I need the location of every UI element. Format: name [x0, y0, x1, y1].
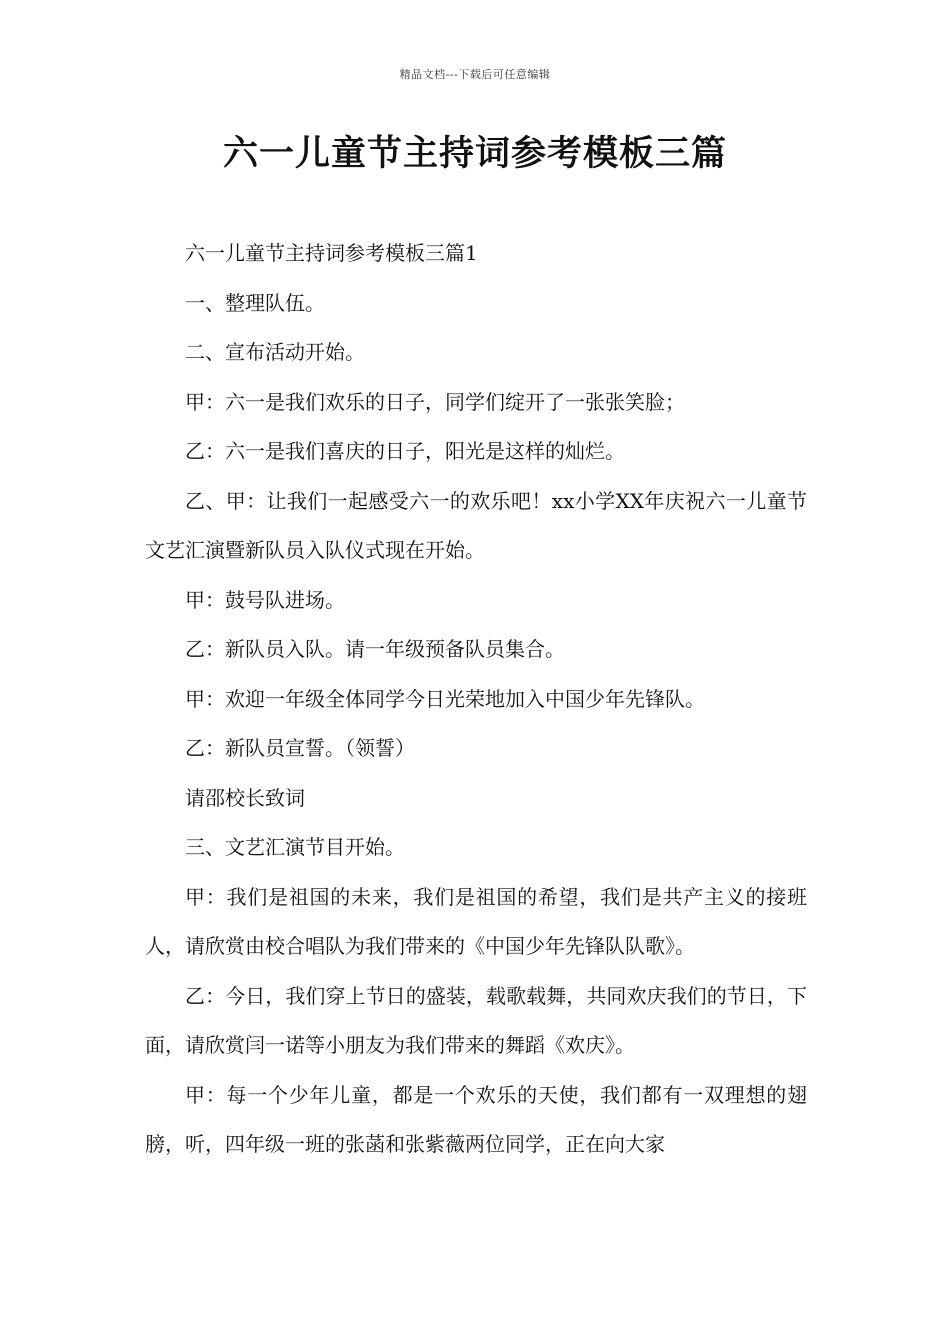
paragraph: 甲：六一是我们欢乐的日子，同学们绽开了一张张笑脸；: [185, 389, 685, 414]
paragraph: 乙：今日，我们穿上节日的盛装，载歌载舞，共同欢庆我们的节日，下面，请欣赏闫一诺等小朋友为我们带来的舞蹈《欢庆》。: [145, 983, 807, 1057]
paragraph: 甲：我们是祖国的未来，我们是祖国的希望，我们是共产主义的接班人，请欣赏由校合唱队为我们带来的《中国少年先锋队队歌》。: [145, 884, 807, 958]
paragraph: 乙：新队员入队。请一年级预备队员集合。: [185, 637, 565, 661]
paragraph-step-1: 一、整理队伍。: [185, 290, 325, 315]
document-title: 六一儿童节主持词参考模板三篇: [222, 133, 727, 174]
paragraph: 甲：欢迎一年级全体同学今日光荣地加入中国少年先锋队。: [185, 686, 705, 711]
paragraph-step-2: 二、宣布活动开始。: [185, 340, 365, 364]
header-note: 精品文档---下载后可任意编辑: [399, 68, 551, 81]
document-body: [145, 229, 807, 1170]
paragraph: 请邵校长致词: [185, 785, 305, 810]
paragraph: 乙、甲：让我们一起感受六一的欢乐吧！xx小学XX年庆祝六一儿童节文艺汇演暨新队员入队仪式现在开始。: [145, 488, 807, 562]
paragraph: 乙：六一是我们喜庆的日子，阳光是这样的灿烂。: [185, 439, 625, 463]
paragraph: 甲：每一个少年儿童，都是一个欢乐的天使，我们都有一双理想的翅膀，听，四年级一班的张菡和张紫薇两位同学，正在向大家: [145, 1082, 807, 1156]
paragraph: 甲：鼓号队进场。: [185, 587, 345, 612]
paragraph: 乙：新队员宣誓。（领誓）: [185, 736, 415, 760]
paragraph-section-heading: 六一儿童节主持词参考模板三篇1: [185, 241, 478, 265]
paragraph-step-3: 三、文艺汇演节目开始。: [185, 835, 405, 859]
